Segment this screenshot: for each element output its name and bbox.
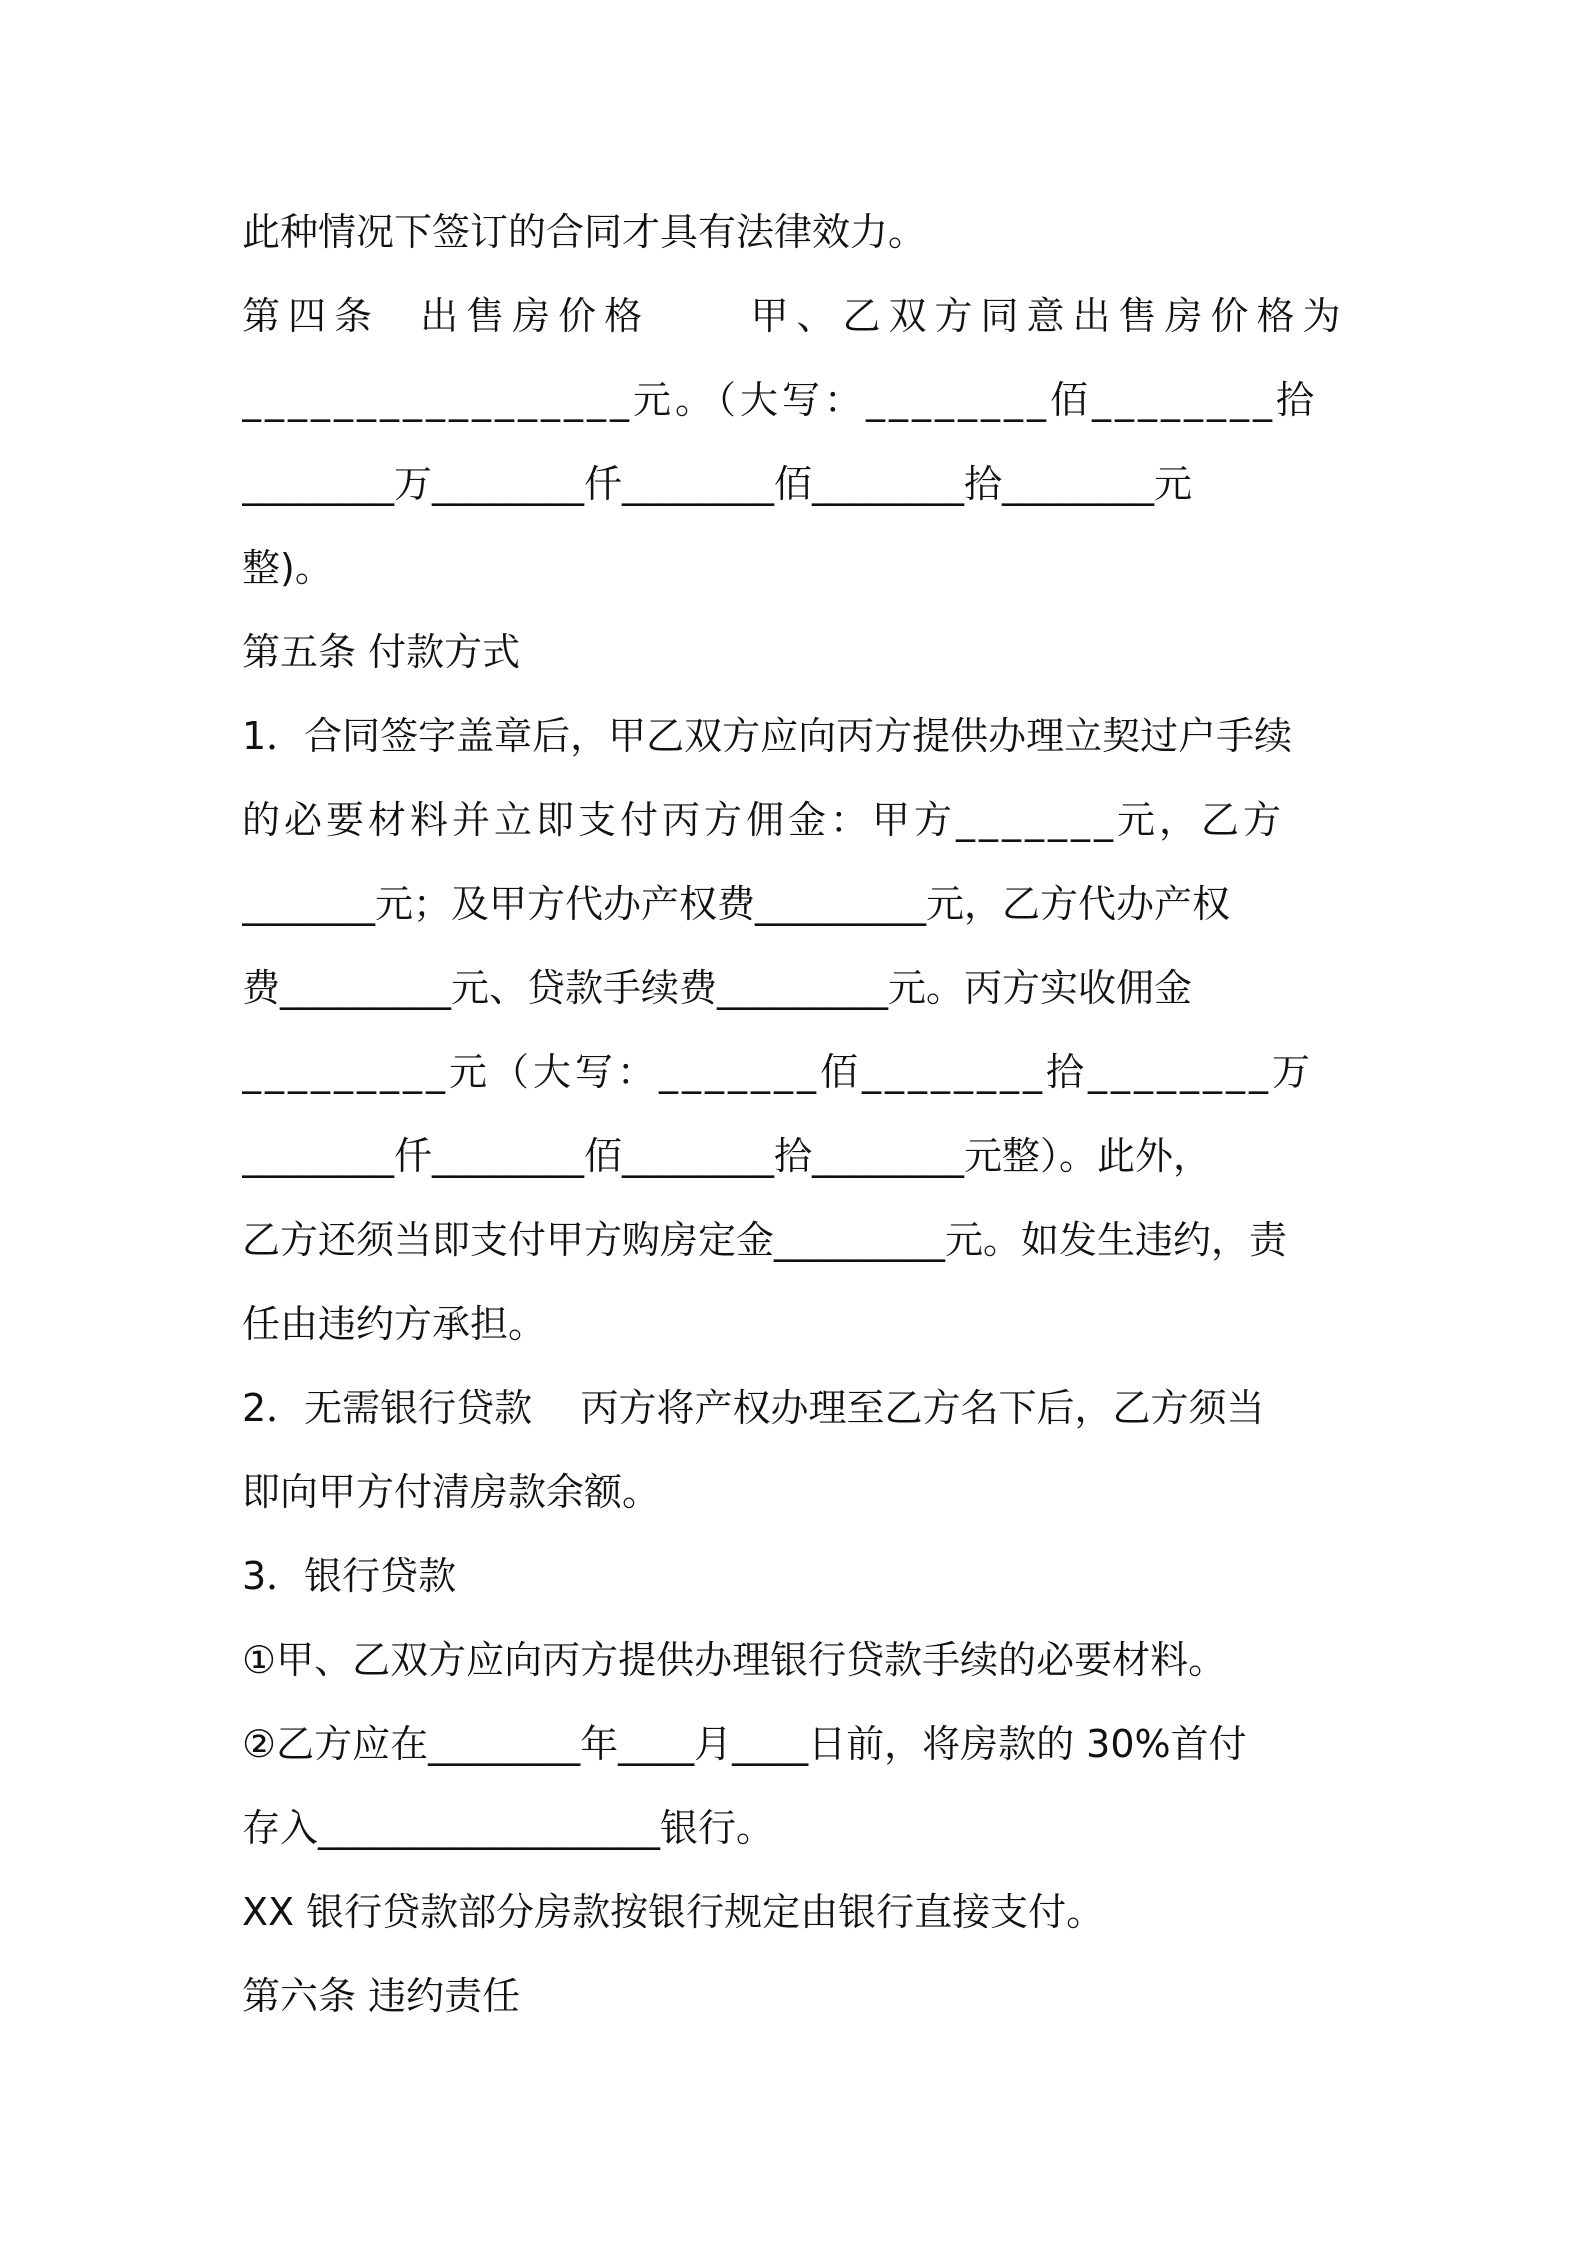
text-line: 即向甲方付清房款余额。 xyxy=(242,1470,661,1514)
text-line: _________元（大写：_______佰________拾________万 xyxy=(242,1050,1315,1094)
text-line: 乙方还须当即支付甲方购房定金_________元。如发生违约，责 xyxy=(242,1218,1288,1262)
article-5-heading: 第五条 付款方式 xyxy=(242,630,521,674)
contract-text xyxy=(242,190,1360,2038)
text-line: _________________元。（大写：________佰________拾 xyxy=(242,378,1319,422)
text-line: 1．合同签字盖章后，甲乙双方应向丙方提供办理立契过户手续 xyxy=(242,714,1293,758)
text-line: ________仟________佰________拾________元整）。此外， xyxy=(242,1134,1212,1178)
text-line: ②乙方应在________年____月____日前，将房款的 30%首付 xyxy=(242,1722,1247,1766)
text-line: 任由违约方承担。 xyxy=(242,1302,547,1346)
text-line: 整)。 xyxy=(242,546,333,590)
text-line: 2．无需银行贷款 丙方将产权办理至乙方名下后，乙方须当 xyxy=(242,1386,1265,1430)
article-4-heading-line: 第四条 出售房价格 甲、乙双方同意出售房价格为 xyxy=(242,294,1349,338)
article-6-heading: 第六条 违约责任 xyxy=(242,1974,521,2018)
text-line: ①甲、乙双方应向丙方提供办理银行贷款手续的必要材料。 xyxy=(242,1638,1227,1682)
text-line: 存入__________________银行。 xyxy=(242,1806,775,1850)
text-line: _______元；及甲方代办产权费_________元，乙方代办产权 xyxy=(242,882,1231,926)
text-line: 的必要材料并立即支付丙方佣金：甲方_______元，乙方 xyxy=(242,798,1286,842)
text-line: 3．银行贷款 xyxy=(242,1554,457,1598)
text-line: 此种情况下签订的合同才具有法律效力。 xyxy=(242,210,927,254)
text-line: ________万________仟________佰________拾________元 xyxy=(242,462,1193,506)
text-line: 费_________元、贷款手续费_________元。丙方实收佣金 xyxy=(242,966,1193,1010)
text-line: XX 银行贷款部分房款按银行规定由银行直接支付。 xyxy=(242,1890,1105,1934)
